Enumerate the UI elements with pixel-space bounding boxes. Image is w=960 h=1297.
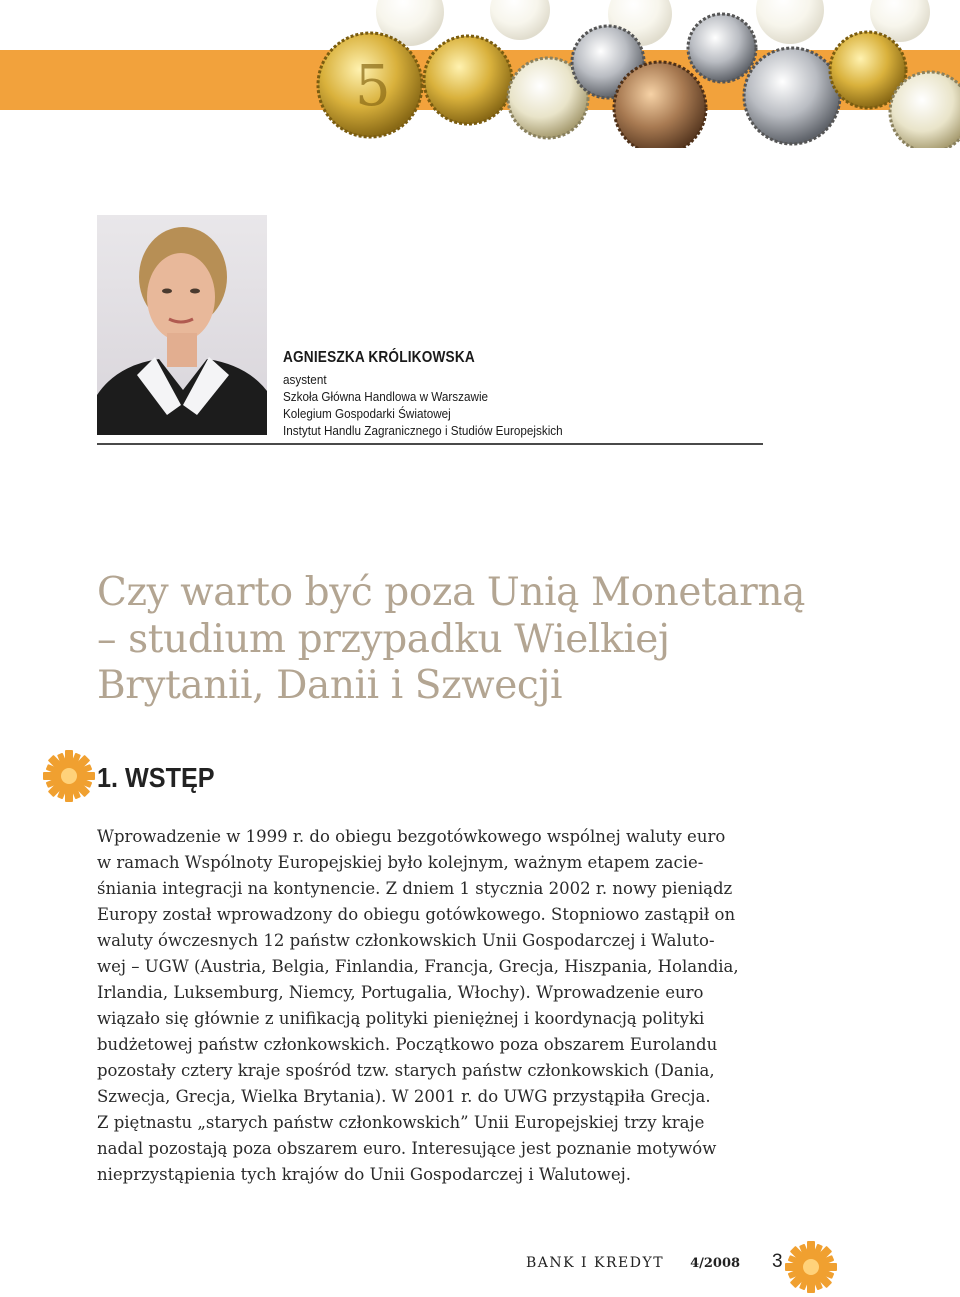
paragraph-line: wej – UGW (Austria, Belgia, Finlandia, Francja, Grecja, Hiszpania, Holandia, <box>97 957 739 976</box>
title-line: – studium przypadku Wielkiej <box>97 616 670 662</box>
author-info <box>283 349 763 439</box>
body-paragraph <box>97 824 767 1188</box>
title-line: Brytanii, Danii i Szwecji <box>97 663 563 708</box>
author-name: AGNIESZKA KRÓLIKOWSKA <box>283 349 475 366</box>
paragraph-line: Szwecja, Grecja, Wielka Brytania). W 2001 r. do UWG przystąpiła Grecja. <box>97 1087 711 1106</box>
page-footer <box>526 1251 783 1273</box>
divider <box>97 443 763 445</box>
issue-number: 4/2008 <box>690 1256 741 1271</box>
paragraph-line: waluty ówczesnych 12 państw członkowskich Unii Gospodarczej i Waluto- <box>97 931 715 950</box>
journal-name: BANK I KREDYT <box>526 1255 665 1271</box>
author-position: asystent <box>283 372 327 387</box>
paragraph-line: śniania integracji na kontynencie. Z dniem 1 stycznia 2002 r. nowy pieniądz <box>97 879 733 898</box>
author-institute: Instytut Handlu Zagranicznego i Studiów Europejskich <box>283 423 563 438</box>
paragraph-line: pozostały cztery kraje spośród tzw. starych państw członkowskich (Dania, <box>97 1061 715 1080</box>
paragraph-line: wiązało się głównie z unifikacją polityki pieniężnej i koordynacją polityki <box>97 1009 705 1028</box>
author-college: Kolegium Gospodarki Światowej <box>283 406 451 421</box>
paragraph-line: budżetowej państw członkowskich. Początkowo poza obszarem Eurolandu <box>97 1035 718 1054</box>
paragraph-line: Z piętnastu „starych państw członkowskich” Unii Europejskiej trzy kraje <box>97 1113 705 1132</box>
title-line: Czy warto być poza Unią Monetarną <box>97 570 805 615</box>
page-number: 3 <box>772 1251 783 1272</box>
paragraph-line: w ramach Wspólnoty Europejskiej było kolejnym, ważnym etapem zacie- <box>97 853 704 872</box>
paragraph-line: Europy został wprowadzony do obiegu gotówkowego. Stopniowo zastąpił on <box>97 905 736 924</box>
svg-text:5: 5 <box>355 54 391 119</box>
paragraph-line: Wprowadzenie w 1999 r. do obiegu bezgotówkowego wspólnej waluty euro <box>97 827 726 846</box>
gear-icon <box>784 1240 838 1294</box>
paragraph-line: nadal pozostają poza obszarem euro. Interesujące jest poznanie motywów <box>97 1139 717 1158</box>
author-photo <box>97 215 267 435</box>
paragraph-line: Irlandia, Luksemburg, Niemcy, Portugalia, Włochy). Wprowadzenie euro <box>97 983 704 1002</box>
paragraph-line: nieprzystąpienia tych krajów do Unii Gospodarczej i Walutowej. <box>97 1165 631 1184</box>
coins-banner <box>0 0 960 148</box>
author-university: Szkoła Główna Handlowa w Warszawie <box>283 389 489 404</box>
article-title <box>97 570 817 710</box>
gear-icon <box>42 749 96 803</box>
section-heading: 1. WSTĘP <box>97 762 215 793</box>
